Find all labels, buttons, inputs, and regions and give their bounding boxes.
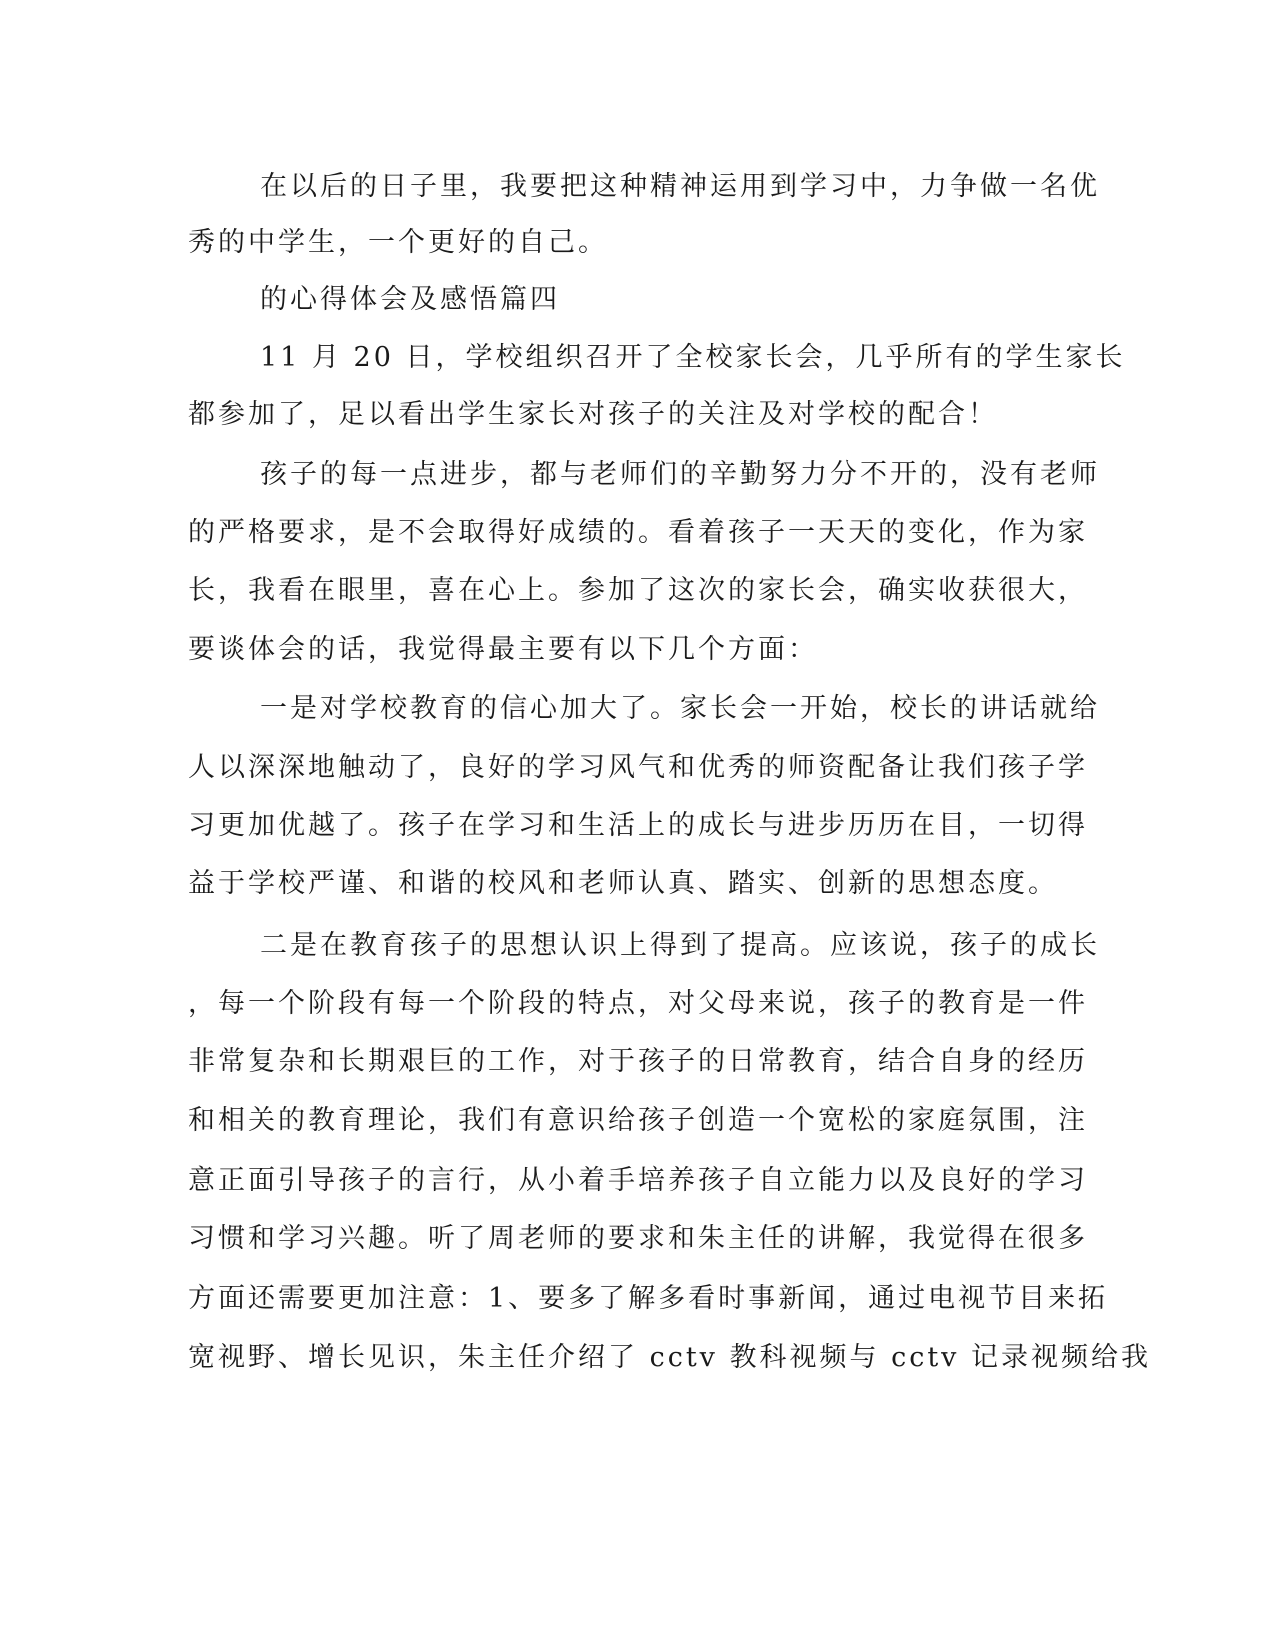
paragraph-line: 意正面引导孩子的言行，从小着手培养孩子自立能力以及良好的学习: [188, 1165, 1088, 1196]
paragraph-line: 和相关的教育理论，我们有意识给孩子创造一个宽松的家庭氛围，注: [188, 1105, 1088, 1136]
paragraph-line: 非常复杂和长期艰巨的工作，对于孩子的日常教育，结合自身的经历: [188, 1046, 1088, 1077]
paragraph-line: 人以深深地触动了，良好的学习风气和优秀的师资配备让我们孩子学: [188, 752, 1088, 783]
paragraph-line: 都参加了，足以看出学生家长对孩子的关注及对学校的配合！: [188, 399, 998, 430]
section-heading: 的心得体会及感悟篇四: [260, 284, 560, 315]
paragraph-line: 要谈体会的话，我觉得最主要有以下几个方面：: [188, 634, 818, 665]
paragraph-line: 长，我看在眼里，喜在心上。参加了这次的家长会，确实收获很大，: [188, 575, 1088, 606]
paragraph-line: 秀的中学生，一个更好的自己。: [188, 227, 608, 258]
paragraph-line: 在以后的日子里，我要把这种精神运用到学习中，力争做一名优: [260, 171, 1100, 202]
paragraph-line: 宽视野、增长见识，朱主任介绍了 cctv 教科视频与 cctv 记录视频给我: [188, 1342, 1152, 1373]
paragraph-line: 11 月 20 日，学校组织召开了全校家长会，几乎所有的学生家长: [260, 342, 1126, 373]
paragraph-line: ，每一个阶段有每一个阶段的特点，对父母来说，孩子的教育是一件: [188, 988, 1088, 1019]
paragraph-line: 一是对学校教育的信心加大了。家长会一开始，校长的讲话就给: [260, 693, 1100, 724]
paragraph-line: 习更加优越了。孩子在学习和生活上的成长与进步历历在目，一切得: [188, 810, 1088, 841]
paragraph-line: 方面还需要更加注意：1、要多了解多看时事新闻，通过电视节目来拓: [188, 1283, 1109, 1314]
paragraph-line: 二是在教育孩子的思想认识上得到了提高。应该说，孩子的成长: [260, 930, 1100, 961]
paragraph-line: 的严格要求，是不会取得好成绩的。看着孩子一天天的变化，作为家: [188, 517, 1088, 548]
paragraph-line: 习惯和学习兴趣。听了周老师的要求和朱主任的讲解，我觉得在很多: [188, 1223, 1088, 1254]
paragraph-line: 益于学校严谨、和谐的校风和老师认真、踏实、创新的思想态度。: [188, 868, 1058, 899]
paragraph-line: 孩子的每一点进步，都与老师们的辛勤努力分不开的，没有老师: [260, 459, 1100, 490]
